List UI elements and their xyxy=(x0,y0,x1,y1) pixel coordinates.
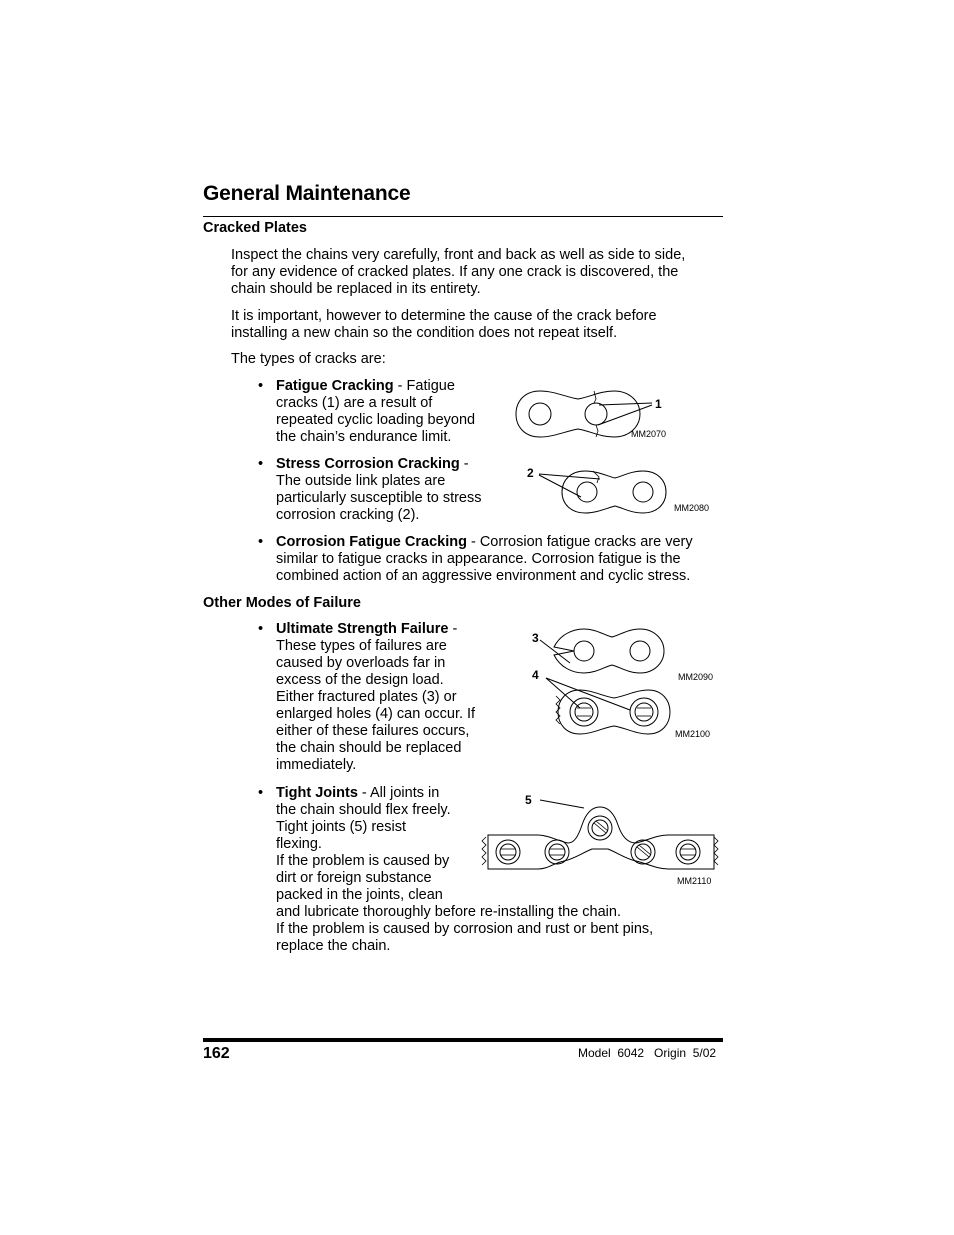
text-line: similar to fatigue cracks in appearance. Corrosion fatigue is the xyxy=(276,551,681,567)
footer-model-origin: Model 6042 Origin 5/02 xyxy=(578,1046,717,1060)
bullet-term: Fatigue Cracking xyxy=(276,378,394,394)
paragraph-important xyxy=(231,308,657,342)
section-heading-cracked-plates: Cracked Plates xyxy=(203,220,307,236)
figure-stress-corrosion-crack xyxy=(535,465,675,520)
bullet-stress-corrosion xyxy=(276,456,482,524)
text-line: packed in the joints, clean xyxy=(276,887,443,903)
bullet-ultimate-strength xyxy=(276,621,475,774)
figure-tight-joints xyxy=(478,795,723,880)
text-line: and lubricate thoroughly before re-installing the chain. xyxy=(276,904,621,920)
bullet-term: Stress Corrosion Cracking xyxy=(276,456,460,472)
figure-label-mm2110: MM2110 xyxy=(677,876,712,886)
bullet-dot: • xyxy=(258,785,264,801)
text-line: If the problem is caused by xyxy=(276,853,450,869)
text-line: combined action of an aggressive environment and cyclic stress. xyxy=(276,568,691,584)
bullet-term: Corrosion Fatigue Cracking xyxy=(276,534,467,550)
page-number: 162 xyxy=(203,1045,230,1062)
text-line: corrosion cracking (2). xyxy=(276,507,420,523)
bullet-dot: • xyxy=(258,534,264,550)
text-line: Inspect the chains very carefully, front and back as well as side to side, xyxy=(231,247,686,263)
figure-label-mm2080: MM2080 xyxy=(674,503,710,513)
text-line: repeated cyclic loading beyond xyxy=(276,412,476,428)
callout-1: 1 xyxy=(655,397,662,411)
text-fragment: - Corrosion fatigue cracks are very xyxy=(466,534,693,550)
text-fragment: - xyxy=(459,456,469,472)
figure-label-mm2070: MM2070 xyxy=(631,429,667,439)
text-fragment: - xyxy=(448,621,458,637)
text-fragment: - All joints in xyxy=(357,785,440,801)
bullet-dot: • xyxy=(258,456,264,472)
callout-3: 3 xyxy=(532,631,539,645)
text-line: It is important, however to determine the cause of the crack before xyxy=(231,308,657,324)
bullet-fatigue-cracking xyxy=(276,378,475,446)
text-line: excess of the design load. xyxy=(276,672,444,688)
figure-enlarged-holes xyxy=(540,670,675,740)
callout-4: 4 xyxy=(532,668,539,682)
title-divider xyxy=(203,216,723,217)
text-line: Either fractured plates (3) or xyxy=(276,689,457,705)
text-line: the chain should flex freely. xyxy=(276,802,451,818)
figure-label-mm2090: MM2090 xyxy=(678,672,714,682)
bullet-term: Ultimate Strength Failure xyxy=(276,621,449,637)
paragraph-inspect xyxy=(231,247,685,298)
text-line: flexing. xyxy=(276,836,322,852)
bullet-term: Tight Joints xyxy=(276,785,358,801)
text-line: particularly susceptible to stress xyxy=(276,490,482,506)
text-line: dirt or foreign substance xyxy=(276,870,432,886)
section-heading-other-modes: Other Modes of Failure xyxy=(203,595,361,611)
text-line: enlarged holes (4) can occur. If xyxy=(276,706,476,722)
text-fragment: - Fatigue xyxy=(393,378,455,394)
bullet-dot: • xyxy=(258,378,264,394)
callout-5: 5 xyxy=(525,793,532,807)
paragraph-types: The types of cracks are: xyxy=(231,351,386,367)
text-line: chain should be replaced in its entirety. xyxy=(231,281,481,297)
text-line: replace the chain. xyxy=(276,938,391,954)
page-title: General Maintenance xyxy=(203,182,411,205)
callout-2: 2 xyxy=(527,466,534,480)
text-line: Tight joints (5) resist xyxy=(276,819,406,835)
text-line: immediately. xyxy=(276,757,357,773)
bullet-dot: • xyxy=(258,621,264,637)
text-line: the chain should be replaced xyxy=(276,740,462,756)
text-line: installing a new chain so the condition does not repeat itself. xyxy=(231,325,618,341)
bullet-corrosion-fatigue xyxy=(276,534,693,585)
text-line: for any evidence of cracked plates. If any one crack is discovered, the xyxy=(231,264,679,280)
text-line: These types of failures are xyxy=(276,638,447,654)
text-line: The outside link plates are xyxy=(276,473,446,489)
text-line: If the problem is caused by corrosion and rust or bent pins, xyxy=(276,921,654,937)
text-line: caused by overloads far in xyxy=(276,655,446,671)
text-line: either of these failures occurs, xyxy=(276,723,470,739)
footer-divider xyxy=(203,1038,723,1042)
text-line: the chain’s endurance limit. xyxy=(276,429,452,445)
figure-label-mm2100: MM2100 xyxy=(675,729,711,739)
text-line: cracks (1) are a result of xyxy=(276,395,433,411)
